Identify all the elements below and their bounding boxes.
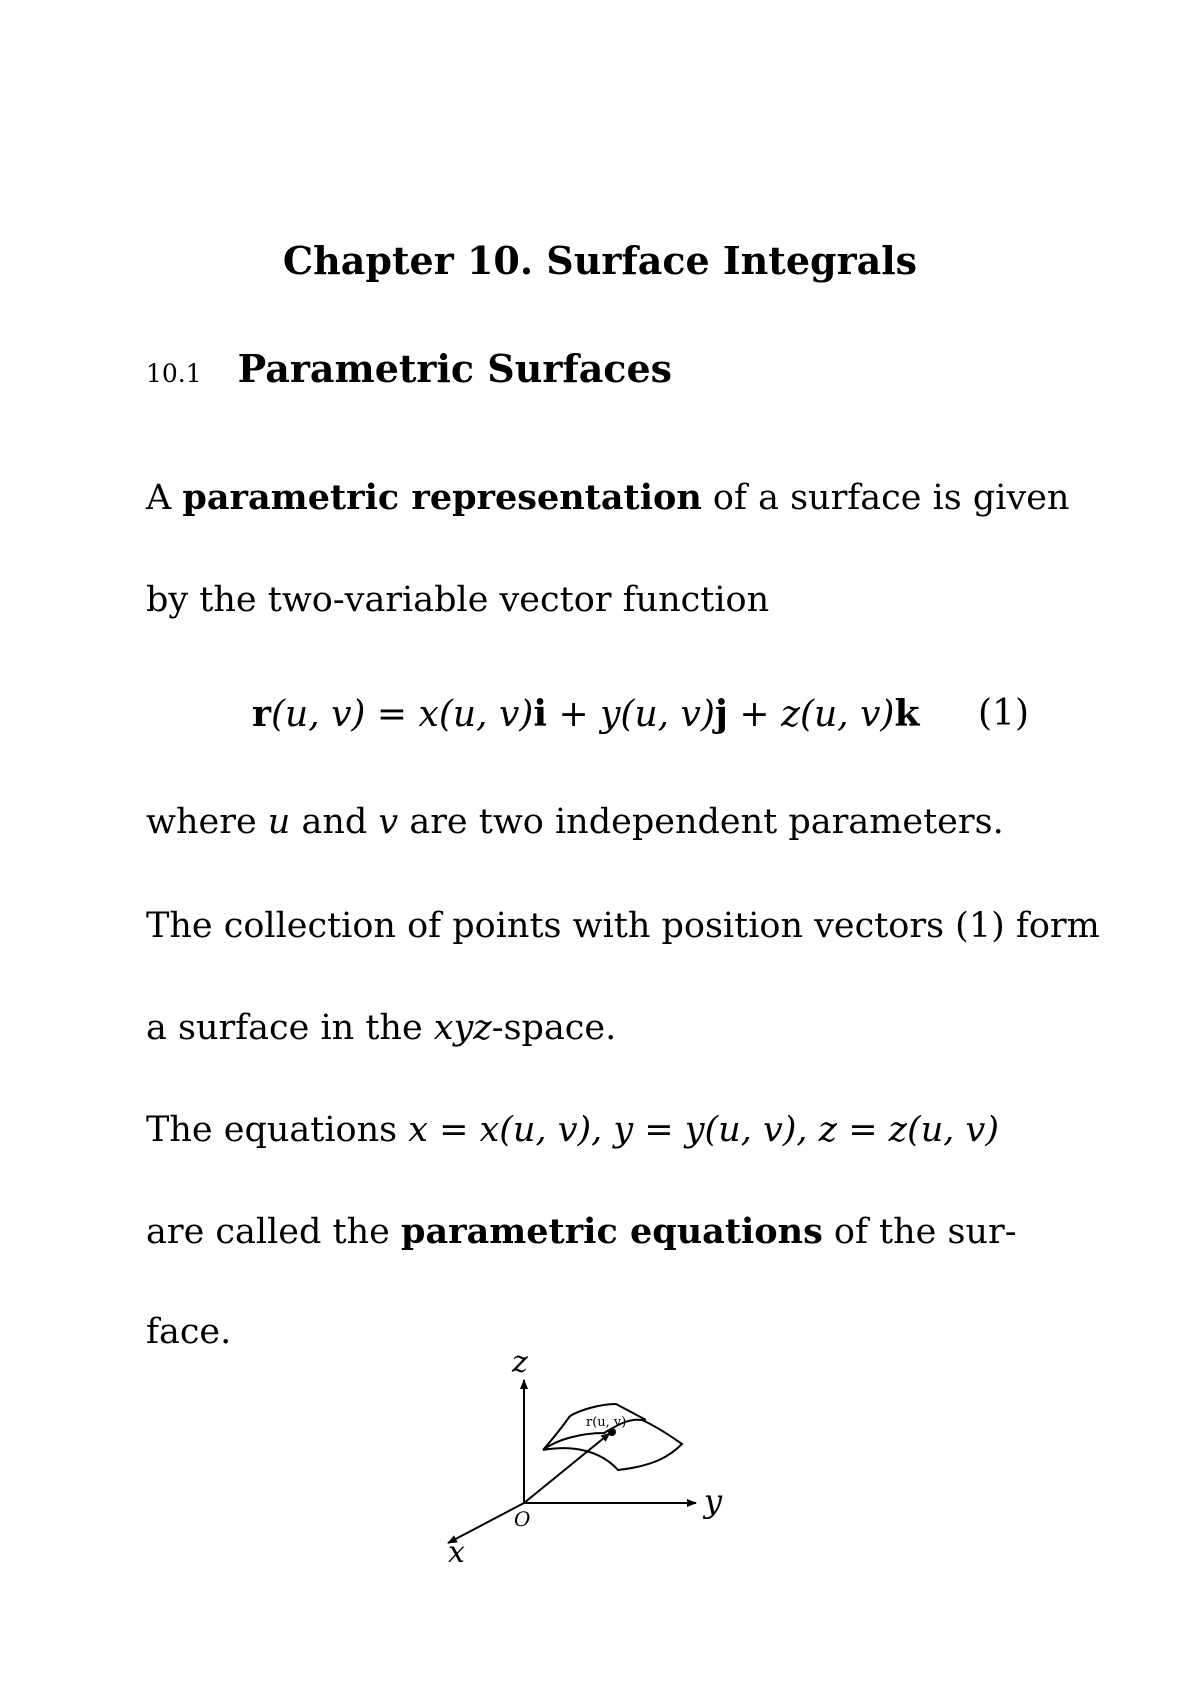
eq-k: k [894,693,920,735]
section-title: Parametric Surfaces [237,346,673,391]
z-label: z [512,1345,528,1380]
eq-r: r [252,693,271,735]
text: -space. [491,1008,617,1048]
text: where [146,802,268,842]
x-label: x [448,1535,465,1570]
var-xyz: xyz [433,1008,492,1048]
eq-part: + z(u, v) [727,694,895,735]
text: are called the [146,1212,401,1252]
point-label: r(u, v) [586,1415,627,1430]
y-label: y [704,1482,723,1520]
section-number: 10.1 [146,359,202,388]
paragraph-4-line-3: face. [146,1312,232,1352]
var-v: v [378,802,399,842]
parametric-equations-math: x = x(u, v), y = y(u, v), z = z(u, v) [408,1110,999,1150]
paragraph-3-line-1: The collection of points with position vectors (1) form [146,906,1100,946]
text: are two independent parameters. [398,802,1004,842]
eq-part: + y(u, v) [547,694,715,735]
origin-label: O [514,1507,531,1531]
eq-part: (u, v) = x(u, v) [270,694,534,735]
text: a surface in the [146,1008,434,1048]
text: of the sur- [822,1212,1017,1252]
var-u: u [267,802,291,842]
eq-i: i [533,693,548,735]
eq-j: j [714,693,728,735]
equation-number: (1) [978,693,1029,734]
text: The equations [146,1110,409,1150]
text: of a surface is given [701,478,1070,518]
chapter-title: Chapter 10. Surface Integrals [282,238,918,283]
paragraph-1-line-2: by the two-variable vector function [146,580,770,620]
surface-edge [543,1416,570,1450]
text: and [290,802,379,842]
term-parametric-equations: parametric equations [400,1211,823,1252]
term-parametric-representation: parametric representation [182,477,702,518]
position-vector [524,1433,610,1503]
text: A [146,478,183,518]
